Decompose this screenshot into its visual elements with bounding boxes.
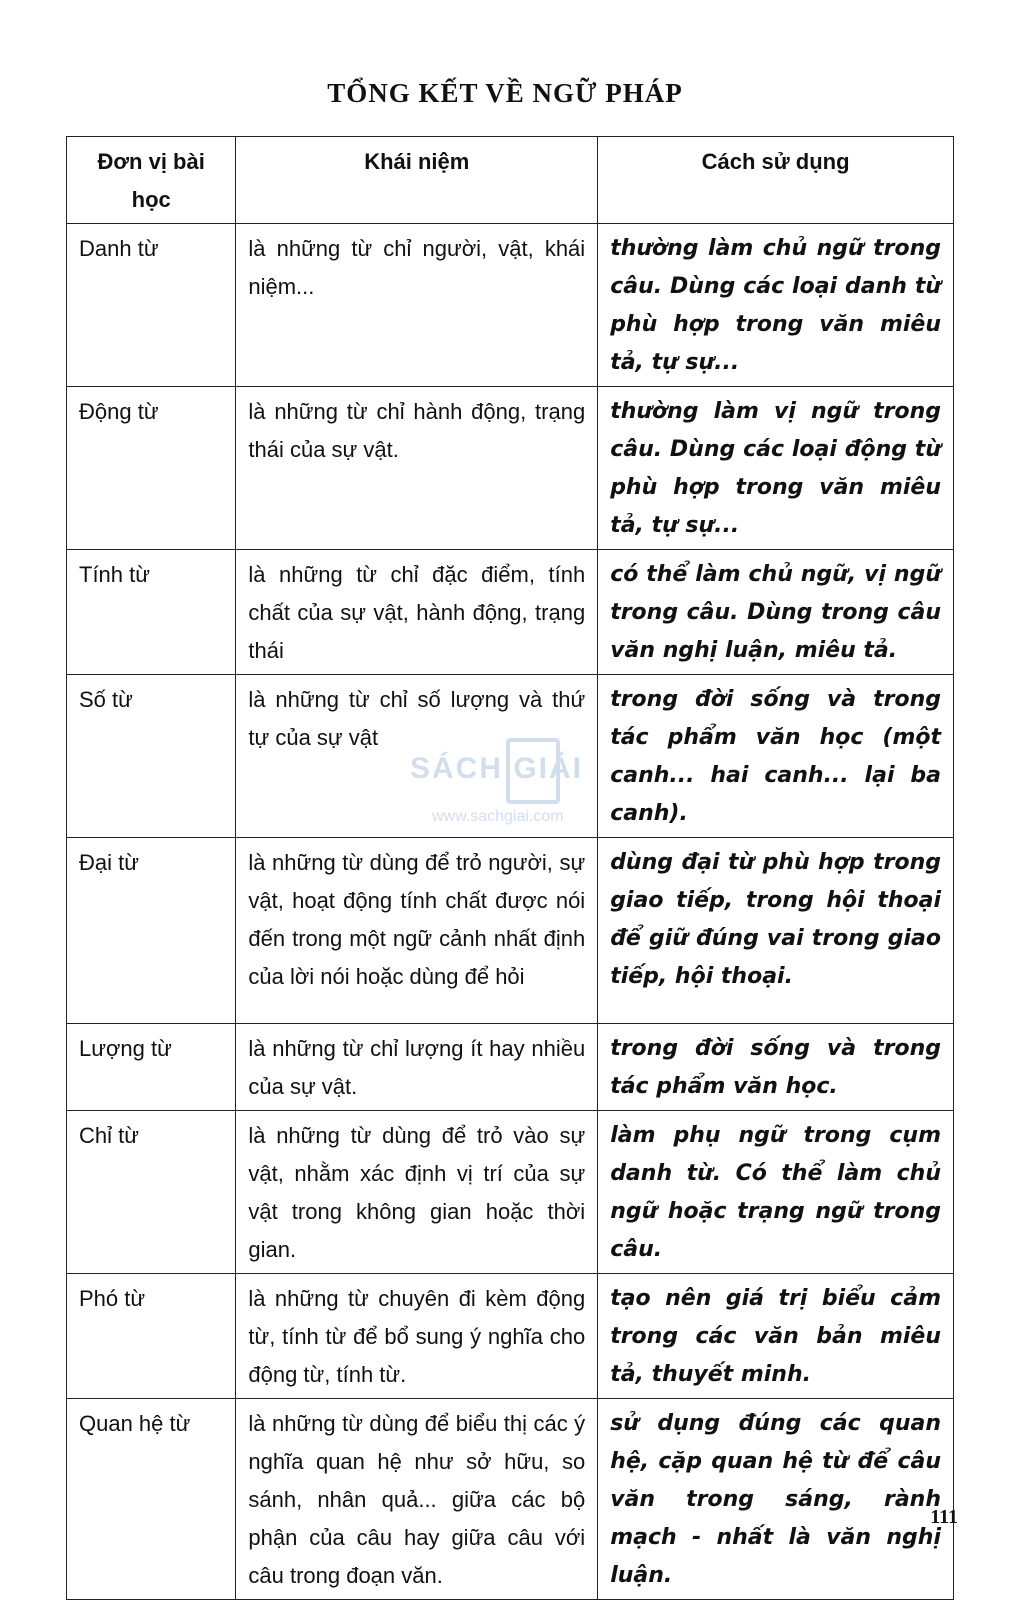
table-row [67, 387, 954, 550]
cell-usage: sử dụng đúng các quan hệ, cặp quan hệ từ để câu văn trong sáng, rành mạch - nhất là văn nghị luận. [598, 1399, 954, 1600]
cell-unit: Danh từ [67, 224, 236, 387]
cell-unit: Tính từ [67, 550, 236, 675]
cell-usage: dùng đại từ phù hợp trong giao tiếp, trong hội thoại để giữ đúng vai trong giao tiếp, hội thoại. [598, 838, 954, 1024]
cell-unit: Chỉ từ [67, 1111, 236, 1274]
cell-usage: tạo nên giá trị biểu cảm trong các văn bản miêu tả, thuyết minh. [598, 1274, 954, 1399]
cell-concept: là những từ chỉ người, vật, khái niệm... [236, 224, 598, 387]
watermark-brand: SÁCH GIẢI [410, 752, 584, 785]
cell-usage: trong đời sống và trong tác phẩm văn học (một canh... hai canh... lại ba canh). [598, 675, 954, 838]
cell-usage: có thể làm chủ ngữ, vị ngữ trong câu. Dùng trong câu văn nghị luận, miêu tả. [598, 550, 954, 675]
cell-concept: là những từ dùng để trỏ người, sự vật, hoạt động tính chất được nói đến trong một ngữ cảnh nhất định của lời nói hoặc dùng để hỏi [236, 838, 598, 1024]
cell-concept: là những từ chỉ lượng ít hay nhiều của sự vật. [236, 1024, 598, 1111]
cell-concept: là những từ dùng để biểu thị các ý nghĩa quan hệ như sở hữu, so sánh, nhân quả... giữa các bộ phận của câu hay giữa câu với câu trong đoạn văn. [236, 1399, 598, 1600]
cell-unit: Động từ [67, 387, 236, 550]
cell-unit: Lượng từ [67, 1024, 236, 1111]
cell-unit: Đại từ [67, 838, 236, 1024]
watermark-url: www.sachgiai.com [432, 808, 564, 825]
table-row [67, 1399, 954, 1600]
cell-concept: là những từ chỉ hành động, trạng thái của sự vật. [236, 387, 598, 550]
cell-unit: Số từ [67, 675, 236, 838]
cell-usage: thường làm chủ ngữ trong câu. Dùng các loại danh từ phù hợp trong văn miêu tả, tự sự... [598, 224, 954, 387]
cell-unit: Quan hệ từ [67, 1399, 236, 1600]
cell-concept: là những từ chỉ số lượng và thứ tự của sự vật [236, 675, 598, 838]
header-usage: Cách sử dụng [598, 137, 954, 224]
cell-concept: là những từ chỉ đặc điểm, tính chất của sự vật, hành động, trạng thái [236, 550, 598, 675]
table-row [67, 550, 954, 675]
table-row [67, 224, 954, 387]
table-header-row [67, 137, 954, 224]
cell-usage: làm phụ ngữ trong cụm danh từ. Có thể làm chủ ngữ hoặc trạng ngữ trong câu. [598, 1111, 954, 1274]
header-unit: Đơn vị bài học [67, 137, 236, 224]
cell-usage: thường làm vị ngữ trong câu. Dùng các loại động từ phù hợp trong văn miêu tả, tự sự... [598, 387, 954, 550]
table-row [67, 838, 954, 1024]
table-row [67, 675, 954, 838]
cell-usage: trong đời sống và trong tác phẩm văn học. [598, 1024, 954, 1111]
cell-unit: Phó từ [67, 1274, 236, 1399]
table-row [67, 1024, 954, 1111]
page-title: TỔNG KẾT VỀ NGỮ PHÁP [327, 78, 683, 108]
table-row [67, 1111, 954, 1274]
header-concept: Khái niệm [236, 137, 598, 224]
cell-concept: là những từ chuyên đi kèm động từ, tính từ để bổ sung ý nghĩa cho động từ, tính từ. [236, 1274, 598, 1399]
page-number: 111 [930, 1506, 958, 1528]
grammar-summary-table [66, 136, 954, 1600]
table-row [67, 1274, 954, 1399]
cell-concept: là những từ dùng để trỏ vào sự vật, nhằm xác định vị trí của sự vật trong không gian hoặc thời gian. [236, 1111, 598, 1274]
